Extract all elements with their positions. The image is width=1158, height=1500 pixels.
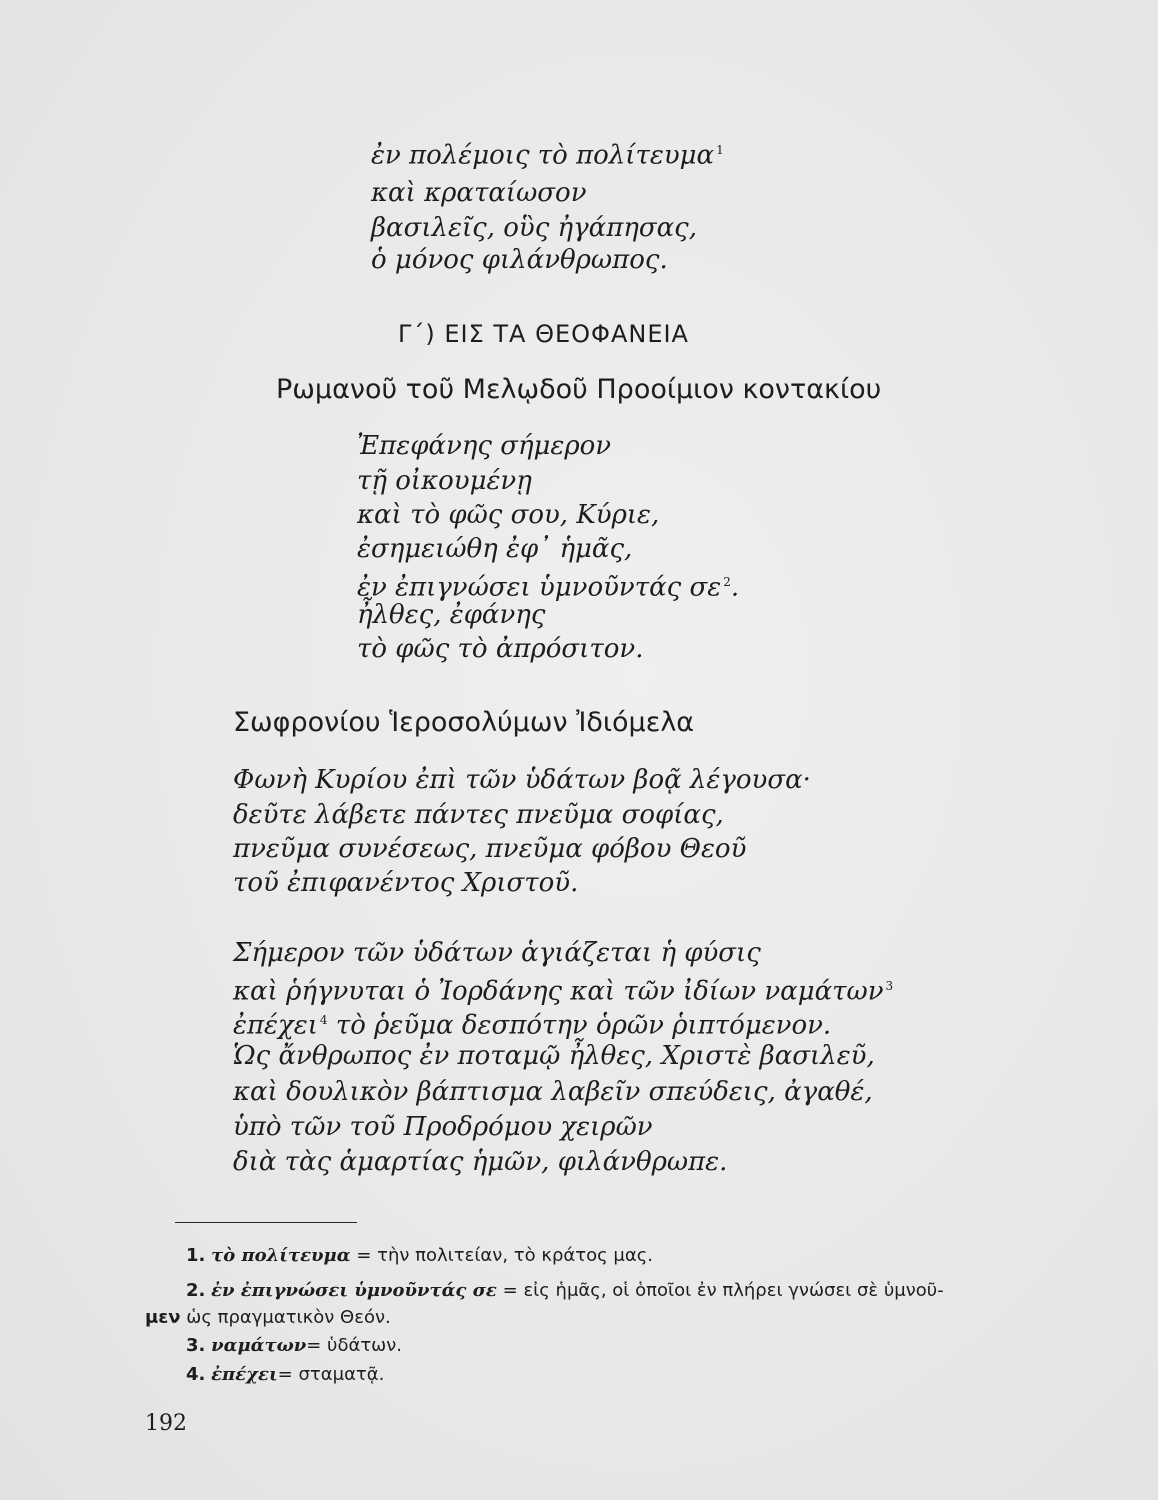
footnote-1: 1. τὸ πολίτευμα = τὴν πολιτείαν, τὸ κράτος μας. bbox=[186, 1245, 653, 1266]
stanza1-line-3: πνεῦμα συνέσεως, πνεῦμα φόβου Θεοῦ bbox=[233, 834, 747, 864]
stanza2-line-2: καὶ ῥήγνυται ὁ Ἰορδάνης καὶ τῶν ἰδίων ναμάτων $^3$ bbox=[233, 976, 894, 1007]
footnote-ref-4[interactable]: 4 bbox=[319, 1013, 328, 1027]
section-heading: Γ΄) ΕΙΣ ΤΑ ΘΕΟΦΑΝΕΙΑ bbox=[398, 320, 689, 348]
footnote-divider bbox=[175, 1222, 357, 1223]
stanza2-line-5: καὶ δουλικὸν βάπτισμα λαβεῖν σπεύδεις, ἀγαθέ, bbox=[233, 1077, 873, 1107]
stanza1-line-4: τοῦ ἐπιφανέντος Χριστοῦ. bbox=[233, 868, 579, 898]
stanza2-line-4: Ὡς ἄνθρωπος ἐν ποταμῷ ἦλθες, Χριστὲ βασιλεῦ, bbox=[233, 1041, 875, 1071]
stanza1-line-1: Φωνὴ Κυρίου ἐπὶ τῶν ὑδάτων βοᾷ λέγουσα· bbox=[233, 765, 811, 795]
stanza2-line-3: ἐπέχει $^4$ τὸ ῥεῦμα δεσπότην ὁρῶν ῥιπτόμενον. bbox=[233, 1010, 832, 1041]
kontakion-line-4: ἐσημειώθη ἐφ᾿ ἡμᾶς, bbox=[357, 534, 633, 564]
stanza2-line-7: διὰ τὰς ἁμαρτίας ἡμῶν, φιλάνθρωπε. bbox=[233, 1147, 728, 1177]
poem1-line-3: βασιλεῖς, οὓς ἠγάπησας, bbox=[371, 213, 698, 243]
stanza2-line-6: ὑπὸ τῶν τοῦ Προδρόμου χειρῶν bbox=[233, 1112, 653, 1142]
footnote-ref-1[interactable]: 1 bbox=[716, 143, 724, 157]
stanza2-line-1: Σήμερον τῶν ὑδάτων ἁγιάζεται ἡ φύσις bbox=[233, 938, 761, 968]
kontakion-line-1: Ἐπεφάνης σήμερον bbox=[357, 431, 612, 461]
page-number: 192 bbox=[145, 1411, 187, 1436]
kontakion-line-2: τῇ οἰκουμένῃ bbox=[357, 466, 532, 496]
footnote-ref-2[interactable]: 2 bbox=[723, 575, 731, 589]
kontakion-line-5: ἐν ἐπιγνώσει ὑμνοῦντάς σε $^2$. bbox=[357, 572, 740, 603]
poem1-line-2: καὶ κραταίωσον bbox=[371, 178, 587, 208]
poem1-line-1: ἐν πολέμοις τὸ πολίτευμα $^1$ bbox=[371, 140, 724, 171]
footnote-2: 2. ἐν ἐπιγνώσει ὑμνοῦντάς σε = εἰς ἡμᾶς, οἱ ὁποῖοι ἐν πλήρει γνώσει σὲ ὑμνοῦ- bbox=[186, 1280, 944, 1301]
kontakion-line-7: τὸ φῶς τὸ ἀπρόσιτον. bbox=[357, 634, 644, 664]
footnote-ref-3[interactable]: 3 bbox=[885, 979, 894, 993]
idiomela-heading: Σωφρονίου Ἱεροσολύμων Ἰδιόμελα bbox=[233, 707, 695, 738]
section-subheading: Ρωμανοῦ τοῦ Μελῳδοῦ Προοίμιον κοντακίου bbox=[276, 374, 882, 405]
kontakion-line-3: καὶ τὸ φῶς σου, Κύριε, bbox=[357, 500, 660, 530]
kontakion-line-6: ἦλθες, ἐφάνης bbox=[357, 600, 546, 630]
footnote-3: 3. ναμάτων= ὑδάτων. bbox=[186, 1335, 403, 1356]
stanza1-line-2: δεῦτε λάβετε πάντες πνεῦμα σοφίας, bbox=[233, 800, 724, 830]
footnote-4: 4. ἐπέχει= σταματᾷ. bbox=[186, 1364, 385, 1385]
poem1-line-4: ὁ μόνος φιλάνθρωπος. bbox=[371, 245, 668, 275]
footnote-2-continuation: μεν ὡς πραγματικὸν Θεόν. bbox=[145, 1307, 391, 1328]
